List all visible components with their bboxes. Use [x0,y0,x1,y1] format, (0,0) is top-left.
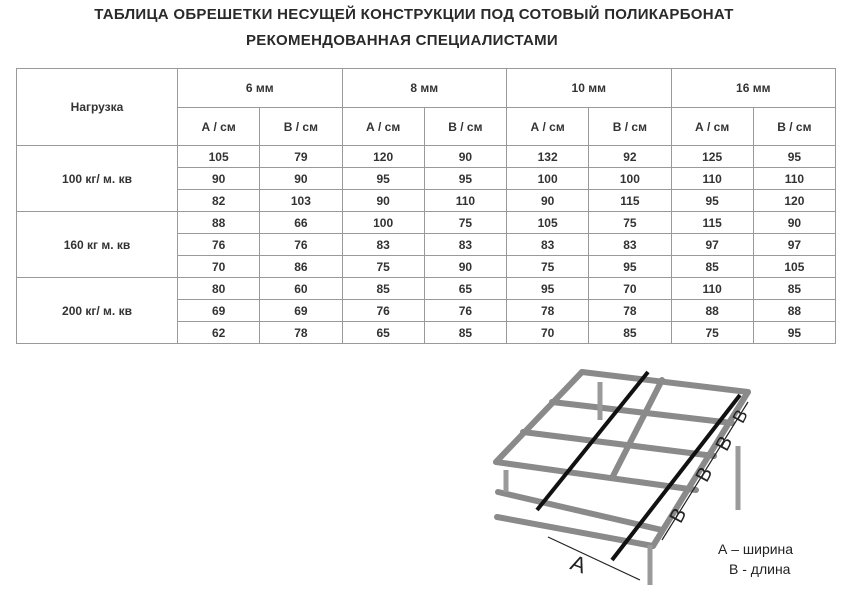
value-cell: 90 [342,190,424,212]
diagram-beam [523,432,714,456]
legend-a: А – ширина [718,541,794,557]
load-header: Нагрузка [17,69,178,146]
value-cell: 110 [671,278,753,300]
load-cell: 200 кг/ м. кв [17,278,178,344]
value-cell: 69 [178,300,260,322]
value-cell: 85 [671,256,753,278]
value-cell: 62 [178,322,260,344]
col-a-header: А / см [671,108,753,146]
value-cell: 110 [424,190,506,212]
value-cell: 76 [178,234,260,256]
value-cell: 95 [589,256,671,278]
value-cell: 100 [507,168,589,190]
value-cell: 92 [589,146,671,168]
value-cell: 75 [589,212,671,234]
value-cell: 97 [671,234,753,256]
value-cell: 132 [507,146,589,168]
load-cell: 100 кг/ м. кв [17,146,178,212]
value-cell: 105 [753,256,835,278]
load-cell: 160 кг м. кв [17,212,178,278]
value-cell: 75 [342,256,424,278]
value-cell: 88 [178,212,260,234]
value-cell: 85 [753,278,835,300]
value-cell: 78 [589,300,671,322]
col-a-header: А / см [507,108,589,146]
diagram-label-b: В [711,432,738,455]
value-cell: 65 [424,278,506,300]
diagram-beam [496,462,696,490]
value-cell: 75 [671,322,753,344]
value-cell: 115 [589,190,671,212]
diagram-beam [582,372,748,392]
diagram-rafter [496,372,582,462]
value-cell: 110 [671,168,753,190]
col-b-header: В / см [260,108,342,146]
value-cell: 83 [507,234,589,256]
value-cell: 90 [178,168,260,190]
value-cell: 78 [260,322,342,344]
diagram-label-a: А [567,549,590,579]
value-cell: 75 [424,212,506,234]
col-a-header: А / см [342,108,424,146]
col-b-header: В / см [753,108,835,146]
value-cell: 110 [753,168,835,190]
thickness-header: 8 мм [342,69,507,108]
value-cell: 70 [507,322,589,344]
value-cell: 60 [260,278,342,300]
page-subtitle: РЕКОМЕНДОВАННАЯ СПЕЦИАЛИСТАМИ [245,32,559,49]
value-cell: 83 [342,234,424,256]
value-cell: 78 [507,300,589,322]
value-cell: 88 [753,300,835,322]
diagram-label-b: В [728,406,752,427]
value-cell: 103 [260,190,342,212]
value-cell: 85 [342,278,424,300]
value-cell: 100 [342,212,424,234]
diagram-label-b: В [665,504,692,527]
value-cell: 80 [178,278,260,300]
value-cell: 115 [671,212,753,234]
value-cell: 83 [589,234,671,256]
value-cell: 95 [671,190,753,212]
value-cell: 95 [753,146,835,168]
value-cell: 88 [671,300,753,322]
value-cell: 90 [424,256,506,278]
value-cell: 95 [753,322,835,344]
diagram-label-b: В [691,463,718,486]
value-cell: 90 [507,190,589,212]
page-title: ТАБЛИЦА ОБРЕШЕТКИ НЕСУЩЕЙ КОНСТРУКЦИИ ПОД СОТОВЫЙ ПОЛИКАРБОНАТ [94,6,734,23]
col-a-header: А / см [178,108,260,146]
value-cell: 76 [424,300,506,322]
value-cell: 100 [589,168,671,190]
value-cell: 66 [260,212,342,234]
thickness-header: 6 мм [178,69,343,108]
value-cell: 95 [342,168,424,190]
value-cell: 95 [424,168,506,190]
col-b-header: В / см [589,108,671,146]
value-cell: 105 [178,146,260,168]
value-cell: 97 [753,234,835,256]
thickness-header: 16 мм [671,69,836,108]
value-cell: 76 [342,300,424,322]
value-cell: 120 [342,146,424,168]
value-cell: 69 [260,300,342,322]
value-cell: 105 [507,212,589,234]
value-cell: 90 [753,212,835,234]
value-cell: 65 [342,322,424,344]
value-cell: 90 [424,146,506,168]
value-cell: 85 [424,322,506,344]
value-cell: 86 [260,256,342,278]
thickness-header: 10 мм [507,69,672,108]
value-cell: 90 [260,168,342,190]
diagram-panel-edge [612,395,740,560]
legend-b: В - длина [729,561,791,577]
value-cell: 120 [753,190,835,212]
value-cell: 75 [507,256,589,278]
value-cell: 83 [424,234,506,256]
diagram-rafter [612,380,662,478]
col-b-header: В / см [424,108,506,146]
value-cell: 70 [178,256,260,278]
value-cell: 85 [589,322,671,344]
value-cell: 95 [507,278,589,300]
value-cell: 70 [589,278,671,300]
value-cell: 82 [178,190,260,212]
value-cell: 76 [260,234,342,256]
value-cell: 125 [671,146,753,168]
value-cell: 79 [260,146,342,168]
